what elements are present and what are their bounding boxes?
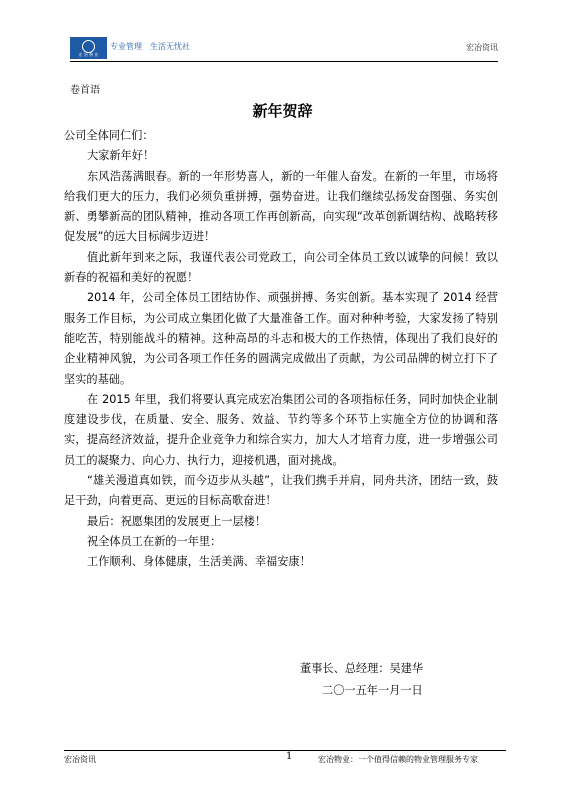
paragraph-5: “雄关漫道真如铁，而今迈步从头越”，让我们携手并肩，同舟共济，团结一致，鼓足干劲，向着更高、更远的目标高歌奋进！ [64,474,498,508]
header-divider [70,61,498,62]
paragraph-8: 工作顺利、身体健康，生活美满、幸福安康！ [87,555,311,569]
letter-body [64,126,498,573]
header-slogan: 专业管理 生活无忧社 [110,42,190,51]
page-number: 1 [286,751,293,762]
company-logo [70,37,107,59]
footer-publication-name: 宏冶资讯 [64,755,96,764]
paragraph-3: 2014 年，公司全体员工团结协作、顽强拼搏、务实创新。基本实现了 2014 经营服务工作目标，为公司成立集团化做了大量准备工作。面对种种考验，大家发扬了特别能吃苦，特别能战斗的精神。这种高昂的斗志和极大的工作热情，体现出了我们良好的企业精神风貌，为公司各项工作任务的圆满完成做出了贡献，为公司品牌的树立打下了坚实的基础。 [64,291,498,386]
signatory: 董事长、总经理：吴建华 [300,662,424,675]
page-header [70,37,498,61]
signature-block [300,658,423,702]
paragraph-2: 值此新年到来之际，我谨代表公司党政工，向公司全体员工致以诚挚的问候！致以新春的祝福和美好的祝愿！ [64,250,498,285]
section-label: 卷首语 [70,85,100,96]
footer-tagline: 宏冶物业：一个值得信赖的物业管理服务专家 [318,755,478,764]
paragraph-7: 祝全体员工在新的一年里： [87,534,222,548]
paragraph-6: 最后：祝愿集团的发展更上一层楼！ [87,514,267,528]
greeting: 大家新年好！ [87,149,155,163]
paragraph-1: 东风浩荡满眼春。新的一年形势喜人，新的一年催人奋发。在新的一年里，市场将给我们更大的压力，我们必须负重拼搏，强势奋进。让我们继续弘扬发奋图强、务实创新、勇攀新高的团队精神，推动各项工作再创新高，向实现“改革创新调结构、战略转移促发展”的远大目标阔步迈进！ [64,169,498,244]
logo-text: 宏 冶 物 业 [78,52,99,57]
salutation: 公司全体同仁们： [64,129,154,142]
header-publication-name: 宏冶资讯 [466,43,498,52]
paragraph-4: 在 2015 年里，我们将要认真完成宏冶集团公司的各项指标任务，同时加快企业制度建设步伐，在质量、安全、服务、效益、节约等多个环节上实施全方位的协调和落实，提高经济效益，提升企业竞争力和综合实力，加大人才培育力度，进一步增强公司员工的凝聚力、向心力、执行力，迎接机遇，面对挑战。 [64,392,498,467]
signature-date: 二〇一五年一月一日 [322,684,423,697]
footer-divider [64,750,506,751]
document-title: 新年贺辞 [252,102,313,120]
